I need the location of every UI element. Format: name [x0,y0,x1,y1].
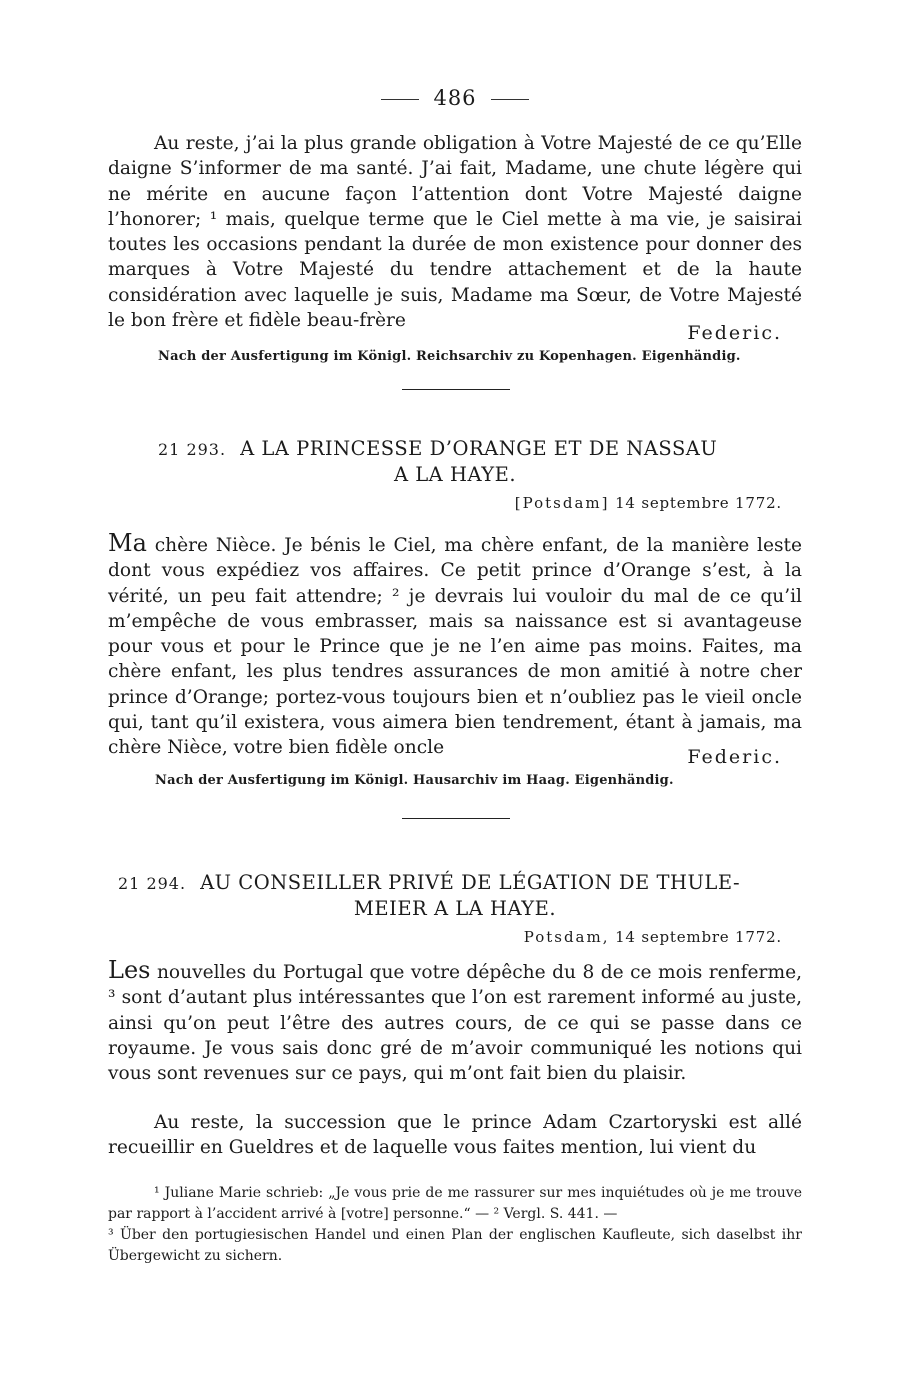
date-place: Potsdam, [523,928,610,946]
letter-heading-line1 [108,437,717,460]
letter-body-continued: Au reste, la succession que le prince Adam Czartoryski est allé recueillir en Gueldres et de laquelle vous faites mention, lui vient du [108,1112,802,1159]
date-day: 14 septembre 1772. [615,928,782,946]
archive-source-note: Nach der Ausfertigung im Königl. Reichsarchiv zu Kopenhagen. Eigenhändig. [158,349,741,364]
footnote-3: ³ Über den portugiesischen Handel und einen Plan der englischen Kaufleute, sich daselbst ihr Übergewicht zu sichern. [108,1227,802,1264]
addressee: AU CONSEILLER PRIVÉ DE LÉGATION DE THULE- [200,871,741,894]
header-dash-right [491,99,529,100]
letter-date [515,494,782,512]
section-divider [402,818,510,819]
signature: Federic. [687,746,782,768]
letter-body [108,958,802,1086]
letter-text: chère Nièce. Je bénis le Ciel, ma chère enfant, de la manière leste dont vous expédiez vos affaires. Ce petit prince d’Orange s’est, à la vérité, un peu fait attendre; ² je devrais lui vouloir du mal de ce qu’il m’empêche de vous embrasser, mais sa naissance est si avantageuse pour vous et pour le Prince que je ne l’en aime pas moins. Faites, ma chère enfant, les plus tendres assurances de mon amitié à notre cher prince d’Orange; portez-vous toujours bien et n’oubliez pas le vieil oncle qui, tant qu’il existera, vous aimera bien tendrement, étant à jamais, ma chère Nièce, votre bien fidèle oncle [108,535,802,759]
letter-heading [108,436,802,487]
page-number: 486 [433,86,477,110]
letter-heading-line2: MEIER A LA HAYE. [353,897,557,920]
letter-date [524,928,782,946]
header-dash-left [381,99,419,100]
archive-source-note: Nach der Ausfertigung im Königl. Hausarchiv im Haag. Eigenhändig. [155,773,674,788]
letter-number: 21 294. [118,874,187,893]
letter-heading [108,870,802,921]
footnote-1-2: ¹ Juliane Marie schrieb: „Je vous prie de me rassurer sur mes inquiétudes où je me trouve par rapport à l’accident arrivé à [votre] personne.“ — ² Vergl. S. 441. — [108,1185,802,1222]
letter-initial: Ma [108,529,147,557]
letter-number: 21 293. [158,440,227,459]
document-page [108,0,802,1392]
closing-paragraph: Au reste, j’ai la plus grande obligation à Votre Majesté de ce qu’Elle daigne S’informer de ma santé. J’ai fait, Madame, une chute légère qui ne mérite en aucune façon l’attention dont Votre Majesté daigne l’honorer; ¹ mais, quelque terme que le Ciel mette à ma vie, je saisirai toutes les occasions pendant la durée de mon existence pour donner des marques à Votre Majesté du tendre attachement et de la haute considération avec laquelle je suis, Madame ma Sœur, de Votre Majesté le bon frère et fidèle beau-frère [108,133,802,332]
page-number-header [108,86,802,110]
section-divider [402,389,510,390]
addressee: A LA PRINCESSE D’ORANGE ET DE NASSAU [240,437,718,460]
letter-text: nouvelles du Portugal que votre dépêche du 8 de ce mois renferme, ³ sont d’autant plus intéressantes que l’on est rarement informé au juste, ainsi qu’on peut l’être des autres cours, de ce qui se passe dans ce royaume. Je vous sais donc gré de m’avoir communiqué les notions qui vous sont revenues sur ce pays, qui m’ont fait bien du plaisir. [108,962,802,1085]
footnotes [108,1183,802,1267]
signature: Federic. [687,322,782,344]
letter-heading-line2: A LA HAYE. [393,463,517,486]
letter-initial: Les [108,956,151,984]
date-day: 14 septembre 1772. [615,494,782,512]
date-place: [Potsdam] [514,494,610,512]
letter-body [108,531,802,761]
letter-heading-line1 [108,871,740,894]
